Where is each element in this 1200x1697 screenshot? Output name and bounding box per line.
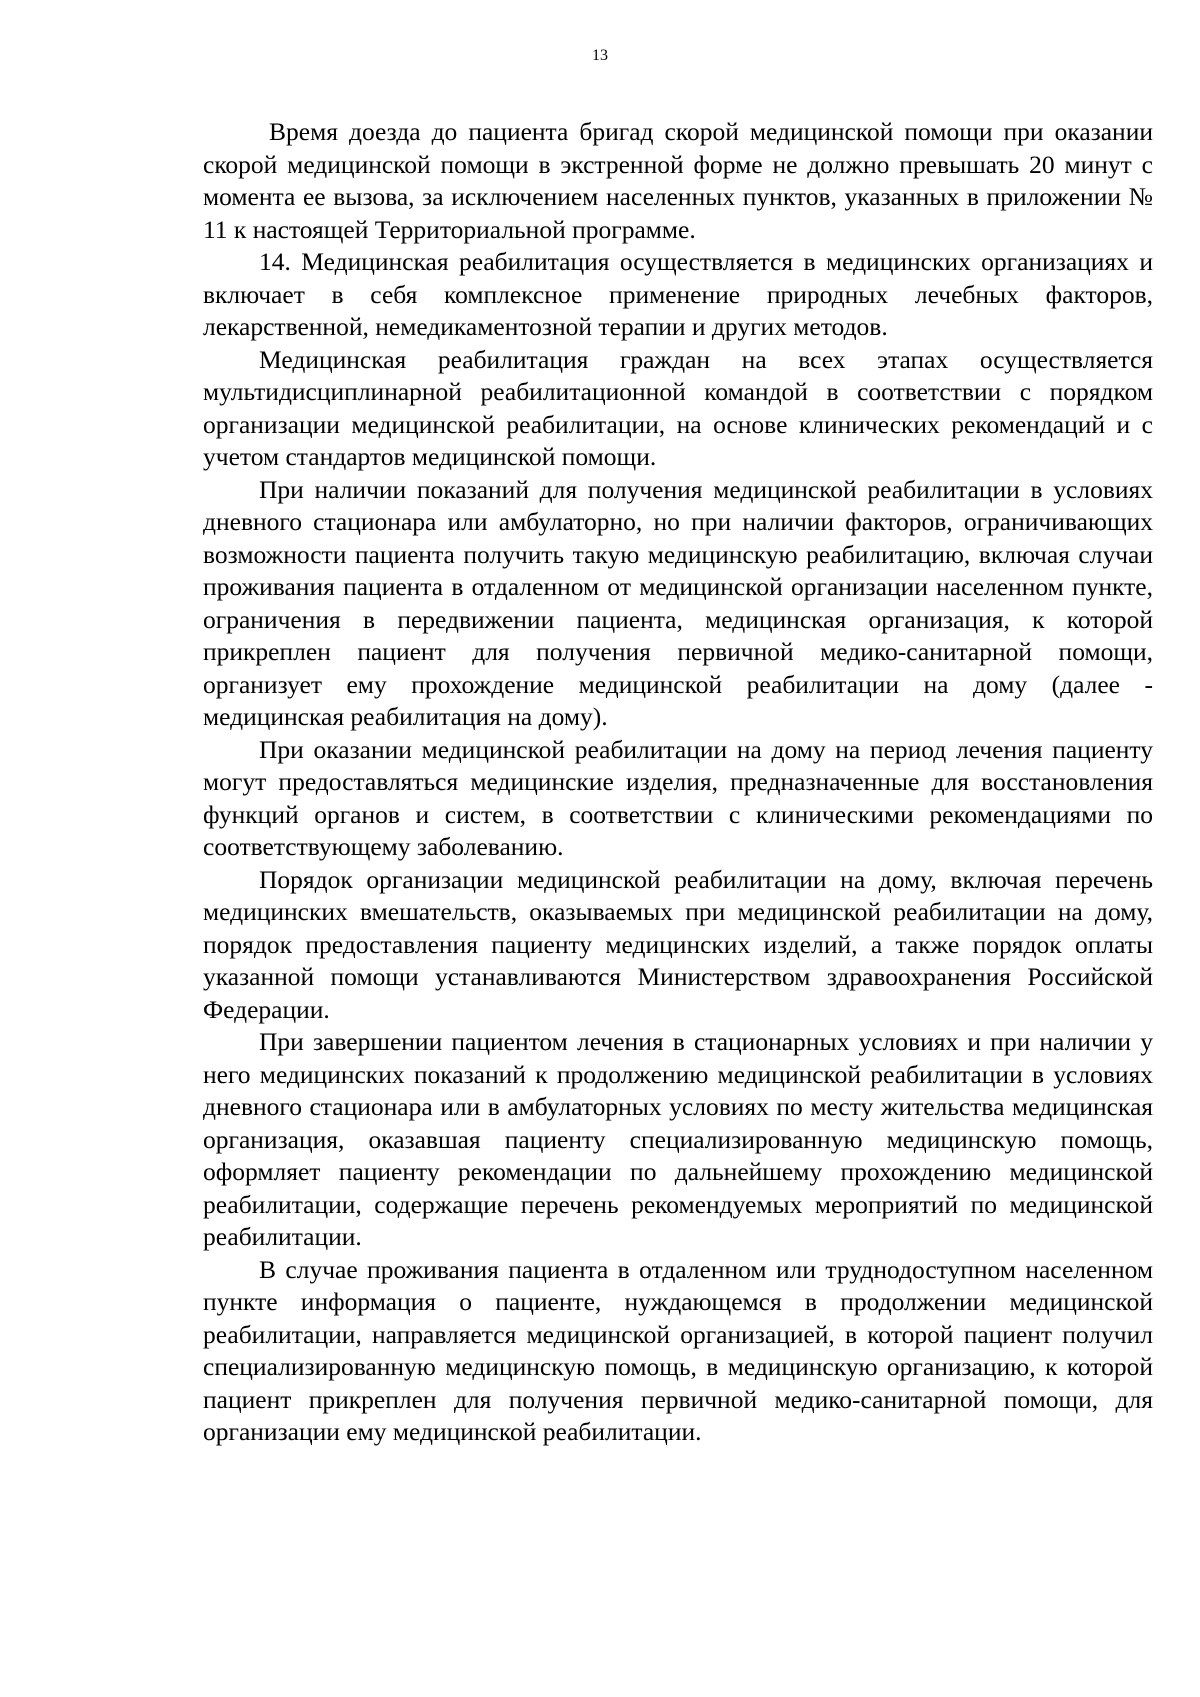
document-body: [203, 116, 1153, 1449]
paragraph-arrival-time: Время доезда до пациента бригад скорой медицинской помощи при оказании скорой медицинской помощи в экстренной форме не должно превышать 20 минут с момента ее вызова, за исключением населенных пунктов, указанных в приложении № 11 к настоящей Территориальной программе.: [203, 117, 1153, 244]
paragraph-discharge-recommendations: При завершении пациентом лечения в стационарных условиях и при наличии у него медицинских показаний к продолжению медицинской реабилитации в условиях дневного стационара или в амбулаторных условиях по месту жительства медицинская организация, оказавшая пациенту специализированную медицинскую помощь, оформляет пациенту рекомендации по дальнейшему прохождению медицинской реабилитации, содержащие перечень рекомендуемых мероприятий по медицинской реабилитации.: [203, 1027, 1153, 1251]
page-number: 13: [592, 47, 608, 64]
paragraph-item-14-rehabilitation: 14. Медицинская реабилитация осуществляется в медицинских организациях и включает в себя комплексное применение природных лечебных факторов, лекарственной, немедикаментозной терапии и других методов.: [203, 247, 1153, 341]
paragraph-remote-residence: В случае проживания пациента в отдаленном или труднодоступном населенном пункте информация о пациенте, нуждающемся в продолжении медицинской реабилитации, направляется медицинской организацией, в которой пациент получил специализированную медицинскую помощь, в медицинскую организацию, к которой пациент прикреплен для получения первичной медико-санитарной помощи, для организации ему медицинской реабилитации.: [203, 1254, 1153, 1446]
paragraph-multidisciplinary-team: Медицинская реабилитация граждан на всех этапах осуществляется мультидисциплинарной реабилитационной командой в соответствии с порядком организации медицинской реабилитации, на основе клинических рекомендаций и с учетом стандартов медицинской помощи.: [203, 344, 1153, 471]
paragraph-procedure-ministry: Порядок организации медицинской реабилитации на дому, включая перечень медицинских вмешательств, оказываемых при медицинской реабилитации на дому, порядок предоставления пациенту медицинских изделий, а также порядок оплаты указанной помощи устанавливаются Министерством здравоохранения Российской Федерации.: [203, 864, 1153, 1024]
paragraph-medical-devices: При оказании медицинской реабилитации на дому на период лечения пациенту могут предоставляться медицинские изделия, предназначенные для восстановления функций органов и систем, в соответствии с клиническими рекомендациями по соответствующему заболеванию.: [203, 734, 1153, 861]
paragraph-home-rehabilitation: При наличии показаний для получения медицинской реабилитации в условиях дневного стационара или амбулаторно, но при наличии факторов, ограничивающих возможности пациента получить такую медицинскую реабилитацию, включая случаи проживания пациента в отдаленном от медицинской организации населенном пункте, ограничения в передвижении пациента, медицинская организация, к которой прикреплен пациент для получения первичной медико-санитарной помощи, организует ему прохождение медицинской реабилитации на дому (далее - медицинская реабилитация на дому).: [203, 474, 1153, 731]
